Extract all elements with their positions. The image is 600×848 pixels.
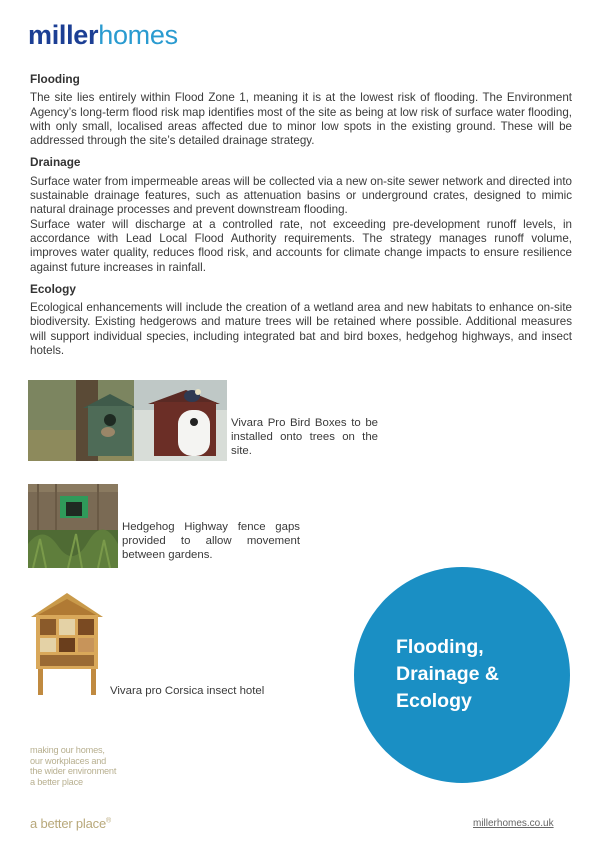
logo-homes: homes: [98, 20, 178, 50]
circle-title-line: Flooding,: [396, 636, 484, 658]
logo-miller: miller: [28, 20, 99, 50]
section-paragraph: Surface water will discharge at a controlled rate, not exceeding pre-development runoff levels, in accordance with Lead Local Flood Authority requirements. The strategy manages runoff volume, improves water quality, reduces flood risk, and accounts for climate change impacts to ensure resilience against future increases in rainfall.: [30, 217, 572, 274]
section-drainage: [30, 155, 572, 274]
insect-hotel-caption: Vivara pro Corsica insect hotel: [110, 685, 265, 697]
section-heading: Ecology: [30, 281, 76, 296]
circle-title-line: Ecology: [396, 690, 472, 712]
section-heading: Flooding: [30, 72, 80, 86]
tagline-line: making our homes,: [30, 745, 105, 755]
section-paragraph: The site lies entirely within Flood Zone 1, meaning it is at the lowest risk of flooding. The Environment Agency’s long-term flood risk map identifies most of the site as being at low risk of surface water flooding, with only small, localised areas affected due to minor low spots in the existing ground. These will be addressed through the site’s detailed drainage strategy.: [30, 91, 572, 148]
footer-tagline: [30, 745, 190, 787]
section-paragraph: Surface water from impermeable areas will be collected via a new on-site sewer network and directed into sustainable drainage features, such as attenuation basins or underground crates, designed to mimic natural drainage processes and prevent downstream flooding.: [30, 174, 572, 217]
bird-boxes-illustration: [28, 380, 227, 461]
tagline-line: our workplaces and: [30, 755, 107, 766]
section-flooding: [30, 72, 572, 148]
insect-hotel-illustration: [28, 591, 106, 699]
hedgehog-highway-caption: Hedgehog Highway fence gaps provided to allow movement between gardens.: [122, 521, 300, 561]
insect-hotel-photo: [28, 591, 106, 699]
hedgehog-highway-illustration: [28, 484, 118, 568]
website-link[interactable]: millerhomes.co.uk: [473, 818, 554, 829]
circle-title-line: Drainage &: [396, 663, 499, 685]
tagline-line: the wider environment: [30, 766, 117, 777]
hedgehog-highway-photo: [28, 484, 118, 568]
bird-boxes-caption: Vivara Pro Bird Boxes to be installed onto trees on the site.: [231, 417, 378, 457]
section-ecology: [30, 282, 572, 358]
section-paragraph: Ecological enhancements will include the creation of a wetland area and new habitats to enhance on-site biodiversity. Existing hedgerows and mature trees will be retained where possible. Additional measures will support individual species, including integrated bat and bird boxes, hedgehog highways, and insect hotels.: [30, 301, 572, 358]
main-content: [30, 72, 572, 365]
section-heading: Drainage: [30, 155, 81, 170]
circle-title: [396, 634, 556, 715]
miller-homes-logo: [28, 20, 178, 50]
tagline-line: a better place: [30, 776, 83, 787]
bird-boxes-photo: [28, 380, 227, 461]
better-place-mark: [30, 816, 111, 831]
registered-mark: ®: [105, 817, 111, 825]
better-place-text: a better place: [30, 816, 106, 831]
